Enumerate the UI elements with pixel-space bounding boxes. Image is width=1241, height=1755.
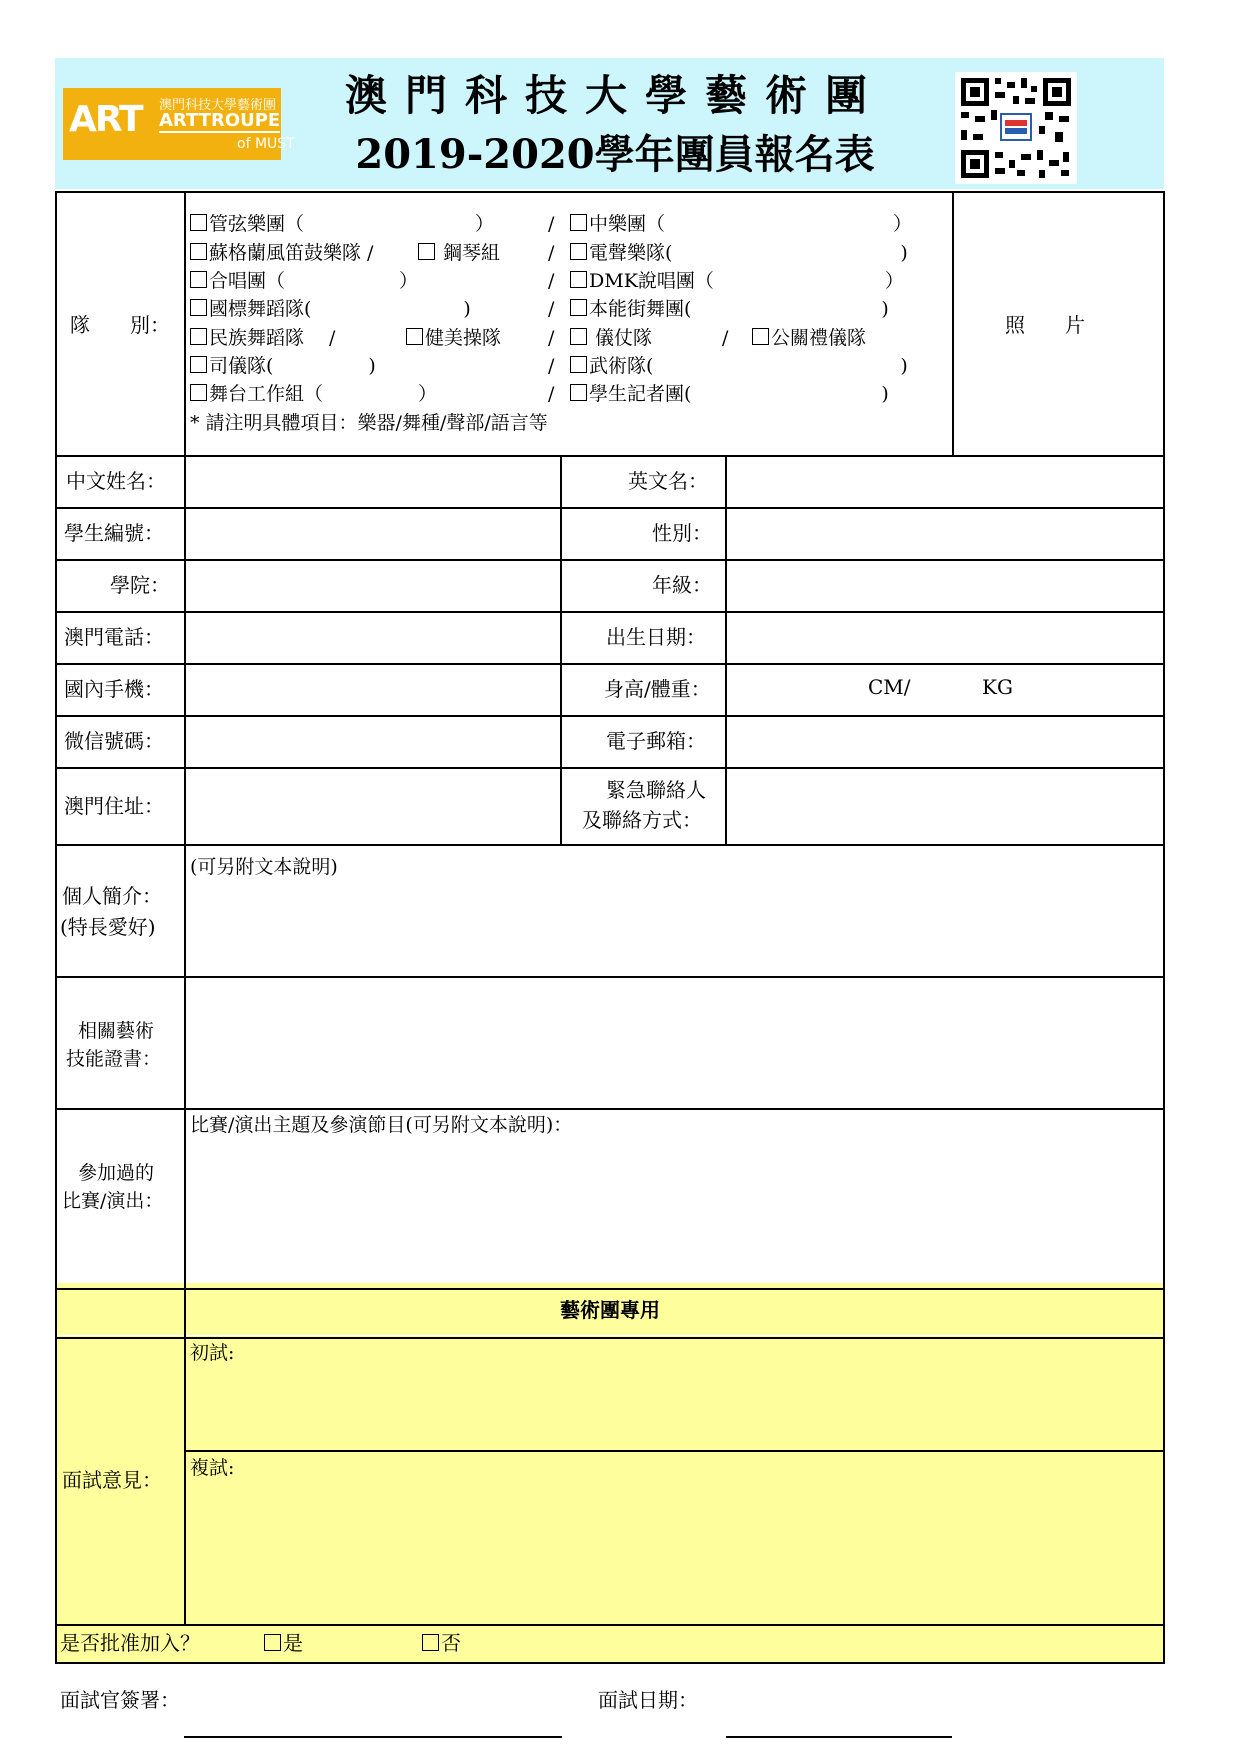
separator: / — [548, 213, 555, 235]
checkbox[interactable] — [570, 214, 587, 231]
separator: / — [548, 270, 555, 292]
team-option-martial-arts[interactable]: 武術隊( ) — [570, 353, 908, 379]
photo-label: 照 片 — [1005, 313, 1085, 337]
chinese-name-label: 中文姓名： — [66, 469, 166, 493]
student-id-label: 學生編號： — [64, 521, 164, 545]
emergency-method-label: 及聯絡方式： — [582, 808, 702, 832]
profile-label: 個人簡介： — [62, 884, 162, 908]
team-option-mc[interactable]: 司儀隊( ) — [190, 353, 376, 379]
separator: / — [548, 327, 555, 349]
team-label: 隊 別： — [70, 313, 170, 337]
team-option-stage-crew[interactable]: 舞台工作組（ ） — [190, 381, 437, 407]
gender-label: 性別： — [652, 521, 712, 545]
second-round-label: 複試: — [190, 1457, 235, 1479]
interview-opinion-label: 面試意見： — [62, 1468, 162, 1492]
checkbox[interactable] — [570, 356, 587, 373]
arttroupe-logo — [63, 88, 295, 160]
team-option-etiquette[interactable]: 公關禮儀隊 — [752, 325, 866, 351]
competition-hint: 比賽/演出主題及參演節目(可另附文本說明)： — [190, 1114, 573, 1136]
separator: / — [548, 383, 555, 405]
weight-unit: KG — [982, 675, 1013, 699]
page-subtitle: 2019-2020學年團員報名表 — [355, 131, 875, 178]
approve-yes-option[interactable]: 是 — [264, 1630, 303, 1656]
separator: / — [722, 327, 729, 349]
team-option-aerobics[interactable]: 健美操隊 — [406, 325, 501, 351]
profile-hint: (可另附文本說明) — [190, 856, 338, 878]
team-option-choir[interactable]: 合唱團（ ） — [190, 268, 418, 294]
checkbox[interactable] — [190, 328, 207, 345]
interviewer-signature-label: 面試官簽署： — [60, 1688, 180, 1712]
birth-date-label: 出生日期： — [606, 625, 706, 649]
separator: / — [548, 355, 555, 377]
qr-code-icon — [955, 72, 1077, 184]
checkbox[interactable] — [190, 384, 207, 401]
team-option-honor-guard[interactable]: 儀仗隊 — [570, 325, 652, 351]
team-option-bagpipe[interactable]: 蘇格蘭風笛鼓樂隊 / — [190, 240, 373, 266]
checkbox[interactable] — [570, 384, 587, 401]
team-option-ballroom[interactable]: 國標舞蹈隊( ) — [190, 296, 471, 322]
checkbox[interactable] — [406, 328, 423, 345]
competition-label: 參加過的 — [78, 1162, 155, 1184]
official-use-title: 藝術團專用 — [560, 1298, 660, 1322]
faculty-label: 學院： — [110, 573, 170, 597]
checkbox[interactable] — [752, 328, 769, 345]
height-weight-label: 身高/體重： — [604, 677, 711, 701]
competition-sub-label: 比賽/演出： — [62, 1190, 164, 1212]
certificate-sub-label: 技能證書： — [66, 1048, 162, 1070]
checkbox[interactable] — [190, 356, 207, 373]
checkbox[interactable] — [422, 1634, 439, 1651]
checkbox[interactable] — [264, 1634, 281, 1651]
certificate-label: 相關藝術 — [78, 1020, 155, 1042]
height-unit: CM/ — [868, 675, 911, 699]
macau-phone-label: 澳門電話： — [64, 625, 164, 649]
separator: / — [548, 298, 555, 320]
wechat-label: 微信號碼： — [64, 729, 164, 753]
email-label: 電子郵箱： — [606, 729, 706, 753]
checkbox[interactable] — [570, 299, 587, 316]
team-option-reporter[interactable]: 學生記者團( ) — [570, 381, 889, 407]
english-name-label: 英文名： — [628, 469, 708, 493]
checkbox[interactable] — [418, 243, 435, 260]
logo-art-text: ART — [69, 99, 142, 140]
team-option-band[interactable]: 電聲樂隊( ) — [570, 240, 908, 266]
logo-sub-text: of MUST — [237, 136, 295, 152]
macau-address-label: 澳門住址： — [64, 794, 164, 818]
checkbox[interactable] — [190, 271, 207, 288]
approve-no-option[interactable]: 否 — [422, 1630, 461, 1656]
grade-label: 年級： — [652, 573, 712, 597]
second-round-area[interactable] — [186, 1451, 1164, 1624]
separator: / — [548, 242, 555, 264]
first-round-area[interactable] — [186, 1336, 1164, 1450]
date-line[interactable] — [726, 1736, 952, 1738]
logo-cn-text: 澳門科技大學藝術團 — [159, 98, 277, 113]
checkbox[interactable] — [570, 243, 587, 260]
team-note: * 請注明具體項目：樂器/舞種/聲部/語言等 — [190, 412, 548, 434]
first-round-label: 初試: — [190, 1342, 235, 1364]
profile-sub-label: (特長愛好) — [60, 915, 156, 939]
team-option-street-dance[interactable]: 本能街舞團( ) — [570, 296, 889, 322]
logo-en-text: ARTTROUPE — [159, 110, 281, 131]
checkbox[interactable] — [190, 214, 207, 231]
team-option-folk-dance[interactable]: 民族舞蹈隊 / — [190, 325, 335, 351]
team-option-orchestra[interactable]: 管弦樂團（ ） — [190, 211, 494, 237]
checkbox[interactable] — [190, 299, 207, 316]
mainland-mobile-label: 國內手機： — [64, 677, 164, 701]
checkbox[interactable] — [190, 243, 207, 260]
checkbox[interactable] — [570, 271, 587, 288]
team-option-piano[interactable]: 鋼琴組 — [418, 240, 500, 266]
checkbox[interactable] — [570, 328, 587, 345]
approval-question: 是否批准加入？ — [60, 1631, 200, 1655]
team-option-chinese-orchestra[interactable]: 中樂團（ ） — [570, 211, 912, 237]
team-option-rap[interactable]: DMK說唱團（ ） — [570, 268, 904, 294]
approval-row-bg — [56, 1625, 1164, 1662]
interview-date-label: 面試日期： — [598, 1688, 698, 1712]
emergency-contact-label: 緊急聯絡人 — [606, 778, 706, 802]
page-title: 澳門科技大學藝術團 — [344, 71, 885, 120]
signature-line[interactable] — [184, 1736, 562, 1738]
